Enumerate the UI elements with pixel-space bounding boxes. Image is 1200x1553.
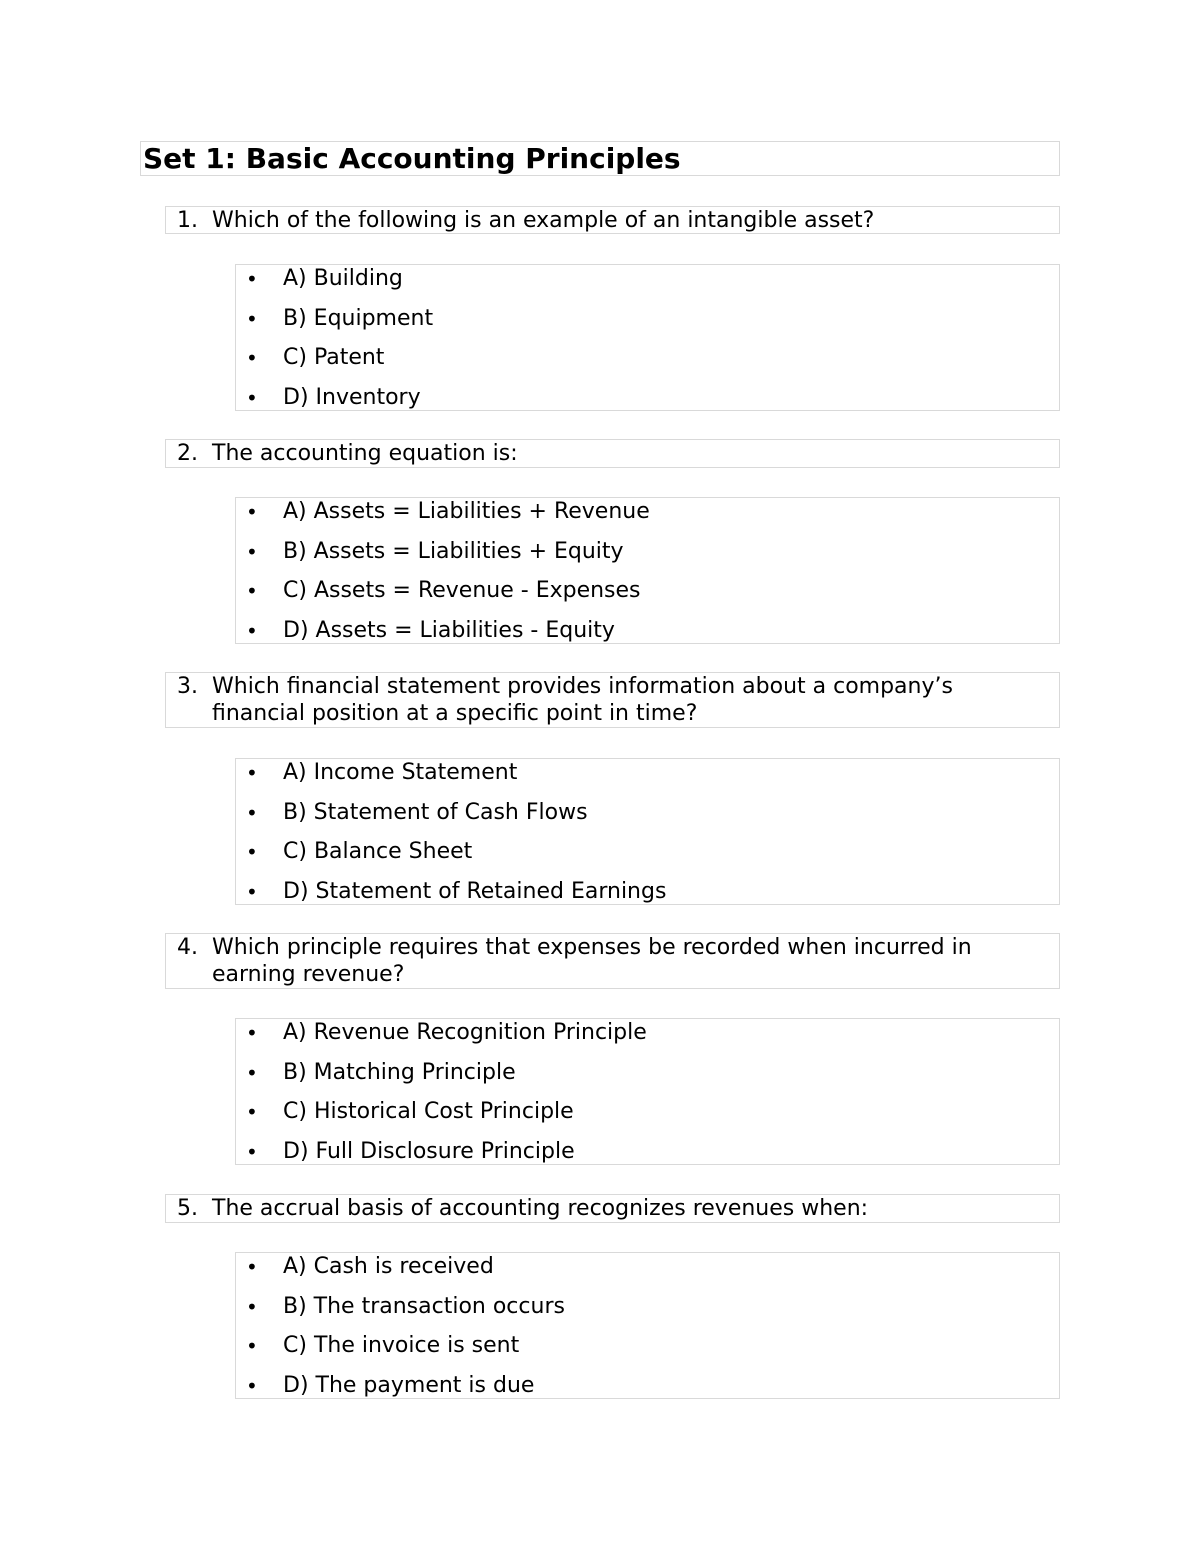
option-item — [236, 1293, 1059, 1333]
bullet-icon: • — [246, 1060, 258, 1085]
question-number: 4. — [177, 935, 198, 960]
option-text: D) The payment is due — [283, 1372, 535, 1398]
option-item — [236, 538, 1059, 578]
options-list-3 — [235, 758, 1060, 905]
question-text: Which financial statement provides information about a company’s financial position at a specific point in time? — [212, 674, 953, 726]
bullet-icon: • — [246, 800, 258, 825]
bullet-icon: • — [246, 879, 258, 904]
bullet-icon: • — [246, 1373, 258, 1398]
question-text: Which principle requires that expenses be recorded when incurred in earning revenue? — [212, 935, 972, 987]
bullet-icon: • — [246, 346, 258, 370]
bullet-icon: • — [246, 1294, 258, 1319]
option-item — [236, 344, 1059, 384]
option-text: D) Inventory — [283, 384, 421, 410]
question-number: 1. — [177, 208, 198, 233]
option-item — [236, 1253, 1059, 1293]
option-item — [236, 838, 1059, 878]
option-text: A) Income Statement — [283, 760, 518, 785]
options-list-5 — [235, 1252, 1060, 1399]
bullet-icon: • — [246, 539, 258, 564]
option-item — [236, 1138, 1059, 1178]
bullet-icon: • — [246, 1100, 258, 1124]
question-text: Which of the following is an example of an intangible asset? — [212, 208, 875, 233]
options-list-1 — [235, 264, 1060, 411]
option-text: B) Matching Principle — [283, 1059, 516, 1085]
option-text: A) Cash is received — [283, 1254, 494, 1279]
option-item — [236, 878, 1059, 918]
option-text: D) Statement of Retained Earnings — [283, 878, 667, 904]
page-title: Set 1: Basic Accounting Principles — [140, 141, 1060, 176]
option-text: C) Assets = Revenue - Expenses — [283, 578, 641, 603]
question-3 — [165, 672, 1060, 728]
bullet-icon: • — [246, 1255, 258, 1279]
bullet-icon: • — [246, 1021, 258, 1045]
bullet-icon: • — [246, 1139, 258, 1164]
bullet-icon: • — [246, 267, 258, 291]
option-text: B) The transaction occurs — [283, 1293, 565, 1319]
question-text: The accrual basis of accounting recognizes revenues when: — [212, 1196, 869, 1221]
option-item — [236, 1059, 1059, 1099]
option-text: D) Full Disclosure Principle — [283, 1138, 575, 1164]
bullet-icon: • — [246, 306, 258, 331]
option-text: C) The invoice is sent — [283, 1333, 520, 1358]
question-1 — [165, 206, 1060, 234]
option-text: B) Assets = Liabilities + Equity — [283, 538, 624, 564]
options-list-2 — [235, 497, 1060, 644]
option-item — [236, 265, 1059, 305]
option-text: A) Building — [283, 266, 403, 291]
option-item — [236, 1098, 1059, 1138]
option-item — [236, 1372, 1059, 1412]
bullet-icon: • — [246, 840, 258, 864]
option-text: B) Statement of Cash Flows — [283, 799, 588, 825]
question-text: The accounting equation is: — [212, 441, 518, 466]
option-item — [236, 498, 1059, 538]
question-2 — [165, 439, 1060, 468]
option-item — [236, 1019, 1059, 1059]
option-text: A) Revenue Recognition Principle — [283, 1020, 647, 1045]
option-text: C) Patent — [283, 345, 385, 370]
option-item — [236, 759, 1059, 799]
bullet-icon: • — [246, 1334, 258, 1358]
option-text: B) Equipment — [283, 305, 434, 331]
option-item — [236, 305, 1059, 345]
bullet-icon: • — [246, 761, 258, 785]
options-list-4 — [235, 1018, 1060, 1165]
question-5 — [165, 1194, 1060, 1223]
option-text: C) Historical Cost Principle — [283, 1099, 574, 1124]
question-number: 5. — [177, 1196, 198, 1221]
option-item — [236, 384, 1059, 424]
bullet-icon: • — [246, 579, 258, 603]
bullet-icon: • — [246, 500, 258, 524]
option-item — [236, 577, 1059, 617]
question-number: 3. — [177, 674, 198, 699]
option-item — [236, 1332, 1059, 1372]
question-4 — [165, 933, 1060, 989]
option-text: C) Balance Sheet — [283, 839, 473, 864]
option-item — [236, 617, 1059, 657]
option-item — [236, 799, 1059, 839]
bullet-icon: • — [246, 618, 258, 643]
option-text: D) Assets = Liabilities - Equity — [283, 617, 615, 643]
option-text: A) Assets = Liabilities + Revenue — [283, 499, 650, 524]
bullet-icon: • — [246, 385, 258, 410]
question-number: 2. — [177, 441, 198, 466]
